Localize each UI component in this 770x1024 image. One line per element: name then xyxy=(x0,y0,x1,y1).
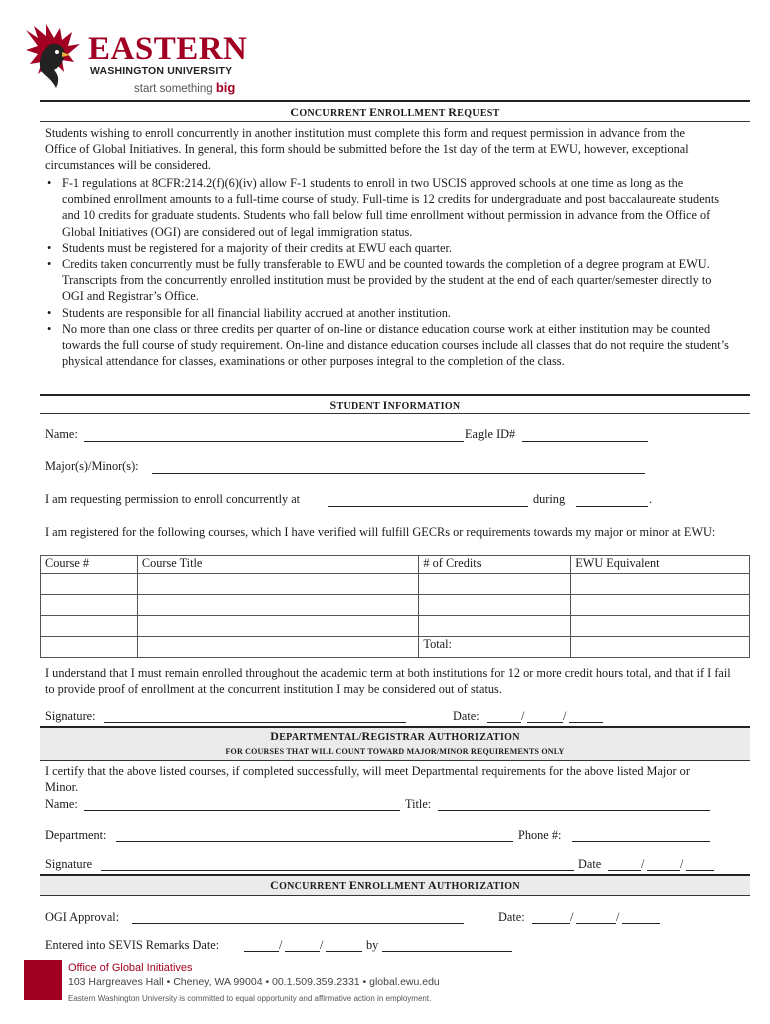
ogi-date-month-field[interactable] xyxy=(532,923,570,924)
title-part: NROLLMENT xyxy=(377,108,449,119)
dept-date-year-field[interactable] xyxy=(686,870,714,871)
footer-address: 103 Hargreaves Hall • Cheney, WA 99004 • 00.1.509.359.2331 • global.ewu.edu xyxy=(68,976,440,988)
title-part: R xyxy=(448,105,458,119)
logo-wordmark: EASTERN xyxy=(88,31,248,67)
form-title xyxy=(40,105,750,120)
ogi-date-year-field[interactable] xyxy=(622,923,660,924)
dept-certify-text: I certify that the above listed courses, if completed successfully, will meet Departmental requirements for the above listed Major or Minor. xyxy=(45,764,690,795)
logo-tagline xyxy=(134,81,235,96)
date-separator: / xyxy=(279,938,283,952)
period-label: . xyxy=(649,492,653,506)
sevis-date-month-field[interactable] xyxy=(244,951,279,952)
heading-part: D xyxy=(270,729,280,743)
sevis-date-year-field[interactable] xyxy=(326,951,362,952)
sevis-by-field[interactable] xyxy=(382,951,512,952)
phone-label: Phone #: xyxy=(518,828,562,842)
list-item: • F-1 regulations at 8CFR:214.2(f)(6)(iv) allow F-1 students to enroll in two USCIS approved schools at one time as long as the combined enrollment amounts to a full-time course of study. Full-time is 12 credits for undergraduate and post baccalaureate students and 10 credits for graduate students. Students who fall below full time enrollment without permission in advance from the Office of Global Initiatives (OGI) are considered out of legal immigration status. xyxy=(42,175,730,240)
auth-top-rule xyxy=(40,874,750,876)
date-separator: / xyxy=(320,938,324,952)
course-number-cell[interactable] xyxy=(41,616,138,637)
dept-name-field[interactable] xyxy=(84,810,400,811)
auth-bottom-rule xyxy=(40,895,750,896)
ogi-date-label: Date: xyxy=(498,910,525,924)
heading-part: C xyxy=(270,878,280,892)
credits-cell[interactable] xyxy=(419,595,571,616)
course-number-cell[interactable] xyxy=(41,595,138,616)
sevis-date-day-field[interactable] xyxy=(285,951,320,952)
course-number-cell[interactable] xyxy=(41,574,138,595)
dept-top-rule xyxy=(40,726,750,728)
heading-part: R xyxy=(361,729,371,743)
table-total-row xyxy=(41,637,750,658)
dept-bottom-rule xyxy=(40,760,750,761)
column-header: Course Title xyxy=(137,556,419,574)
heading-part: TUDENT xyxy=(336,401,383,412)
heading-part: I xyxy=(382,398,388,412)
date-separator: / xyxy=(680,857,684,871)
ogi-approval-field[interactable] xyxy=(132,923,464,924)
empty-cell xyxy=(41,637,138,658)
list-item: • Students must be registered for a majority of their credits at EWU each quarter. xyxy=(42,240,730,256)
column-header: EWU Equivalent xyxy=(571,556,750,574)
table-row xyxy=(41,574,750,595)
department-label: Department: xyxy=(45,828,107,842)
student-signature-field[interactable] xyxy=(104,722,406,723)
course-title-cell[interactable] xyxy=(137,616,419,637)
request-label: I am requesting permission to enroll concurrently at xyxy=(45,492,301,506)
ewu-equivalent-cell[interactable] xyxy=(571,595,750,616)
footer-eo-statement: Eastern Washington University is committed to equal opportunity and affirmative action in employment. xyxy=(68,994,432,1003)
term-field[interactable] xyxy=(576,506,648,507)
by-label: by xyxy=(366,938,379,952)
dept-date-label: Date xyxy=(578,857,602,871)
total-label: Total: xyxy=(423,637,452,651)
student-signature-label: Signature: xyxy=(45,709,96,723)
dept-title-field[interactable] xyxy=(438,810,710,811)
date-separator: / xyxy=(641,857,645,871)
credits-cell[interactable] xyxy=(419,574,571,595)
tagline-big: big xyxy=(215,80,236,95)
title-bottom-rule xyxy=(40,121,750,122)
list-item: • Students are responsible for all financial liability accrued at another institution. xyxy=(42,305,730,321)
heading-part: UTHORIZATION xyxy=(437,881,520,892)
student-name-field[interactable] xyxy=(84,441,464,442)
heading-part: A xyxy=(427,729,437,743)
date-separator: / xyxy=(521,709,525,723)
heading-part: EPARTMENTAL/ xyxy=(279,732,362,743)
auth-heading xyxy=(40,878,750,893)
student-date-month-field[interactable] xyxy=(487,722,521,723)
title-top-rule xyxy=(40,100,750,102)
eagle-id-label: Eagle ID# xyxy=(465,427,516,441)
dept-date-day-field[interactable] xyxy=(647,870,680,871)
date-separator: / xyxy=(570,910,574,924)
ewu-eagle-logo-icon xyxy=(24,22,84,92)
major-minor-label: Major(s)/Minor(s): xyxy=(45,459,139,473)
phone-field[interactable] xyxy=(572,841,710,842)
heading-part: S xyxy=(329,398,337,412)
ewu-equivalent-cell[interactable] xyxy=(571,574,750,595)
footer-office-name: Office of Global Initiatives xyxy=(68,962,193,974)
table-row xyxy=(41,595,750,616)
dept-signature-label: Signature xyxy=(45,857,93,871)
list-item: • Credits taken concurrently must be fully transferable to EWU and be counted towards the completion of a degree program at EWU. Transcripts from the concurrently enrolled institution must be provided by the student at the end of each quarter/semester directly to OGI and Registrar’s Office. xyxy=(42,256,730,305)
during-label: during xyxy=(533,492,566,506)
intro-paragraph: Students wishing to enroll concurrently in another institution must complete this form and request permission in advance from the Office of Global Initiatives. In general, this form should be submitted before the 1st day of the term at EWU, however, exceptional circumstances will be considered. xyxy=(45,126,689,173)
student-date-day-field[interactable] xyxy=(527,722,563,723)
student-date-label: Date: xyxy=(453,709,480,723)
heading-part: E xyxy=(348,878,358,892)
heading-part: A xyxy=(428,878,438,892)
heading-part: NROLLMENT xyxy=(357,881,429,892)
student-date-year-field[interactable] xyxy=(569,722,603,723)
dept-signature-field[interactable] xyxy=(101,870,574,871)
empty-cell xyxy=(571,637,750,658)
student-info-heading xyxy=(40,398,750,413)
heading-part: EGISTRAR xyxy=(370,732,428,743)
understand-statement: I understand that I must remain enrolled throughout the academic term at both institutions for 12 or more credit hours total, and that if I fail to provide proof of enrollment at the concurrent institution I may be considered out of status. xyxy=(45,666,731,697)
ogi-date-day-field[interactable] xyxy=(576,923,616,924)
concurrent-institution-field[interactable] xyxy=(328,506,528,507)
course-title-cell[interactable] xyxy=(137,574,419,595)
heading-part: NFORMATION xyxy=(387,401,461,412)
student-section-rule xyxy=(40,394,750,396)
column-header: Course # xyxy=(41,556,138,574)
tagline-start: start something xyxy=(134,83,216,95)
department-field[interactable] xyxy=(116,841,513,842)
requirements-list xyxy=(42,175,730,369)
credits-cell[interactable] xyxy=(419,616,571,637)
eagle-id-field[interactable] xyxy=(522,441,648,442)
date-separator: / xyxy=(616,910,620,924)
footer-accent-block xyxy=(24,960,62,1000)
column-header: # of Credits xyxy=(419,556,571,574)
title-part: E xyxy=(369,105,378,119)
heading-part: UTHORIZATION xyxy=(436,732,520,743)
dept-heading xyxy=(40,729,750,744)
heading-part: ONCURRENT xyxy=(279,881,349,892)
table-header-row xyxy=(41,556,750,574)
total-credits-cell[interactable] xyxy=(419,637,571,658)
dept-name-label: Name: xyxy=(45,797,78,811)
date-separator: / xyxy=(563,709,567,723)
title-part: EQUEST xyxy=(457,108,500,119)
major-minor-field[interactable] xyxy=(152,473,645,474)
dept-title-label: Title: xyxy=(405,797,432,811)
courses-table xyxy=(40,555,750,658)
dept-subheading: FOR COURSES THAT WILL COUNT TOWARD MAJOR/MINOR REQUIREMENTS ONLY xyxy=(225,747,565,756)
ewu-equivalent-cell[interactable] xyxy=(571,616,750,637)
title-part: C xyxy=(290,105,300,119)
logo-subtitle: WASHINGTON UNIVERSITY xyxy=(90,65,233,77)
empty-cell xyxy=(137,637,419,658)
ogi-approval-label: OGI Approval: xyxy=(45,910,120,924)
title-part: ONCURRENT xyxy=(299,108,370,119)
dept-date-month-field[interactable] xyxy=(608,870,641,871)
name-label: Name: xyxy=(45,427,78,441)
list-item: • No more than one class or three credits per quarter of on-line or distance education course work at either institution may be counted towards the full course of study requirement. On-line and distance education courses include all classes that do not require the student’s physical attendance for classes, examinations or other purposes integral to the completion of the class. xyxy=(42,321,730,370)
table-row xyxy=(41,616,750,637)
course-title-cell[interactable] xyxy=(137,595,419,616)
sevis-remarks-label: Entered into SEVIS Remarks Date: xyxy=(45,938,220,952)
student-heading-bottom-rule xyxy=(40,413,750,414)
registered-courses-text: I am registered for the following courses, which I have verified will fulfill GECRs or requirements towards my major or minor at EWU: xyxy=(45,525,716,539)
